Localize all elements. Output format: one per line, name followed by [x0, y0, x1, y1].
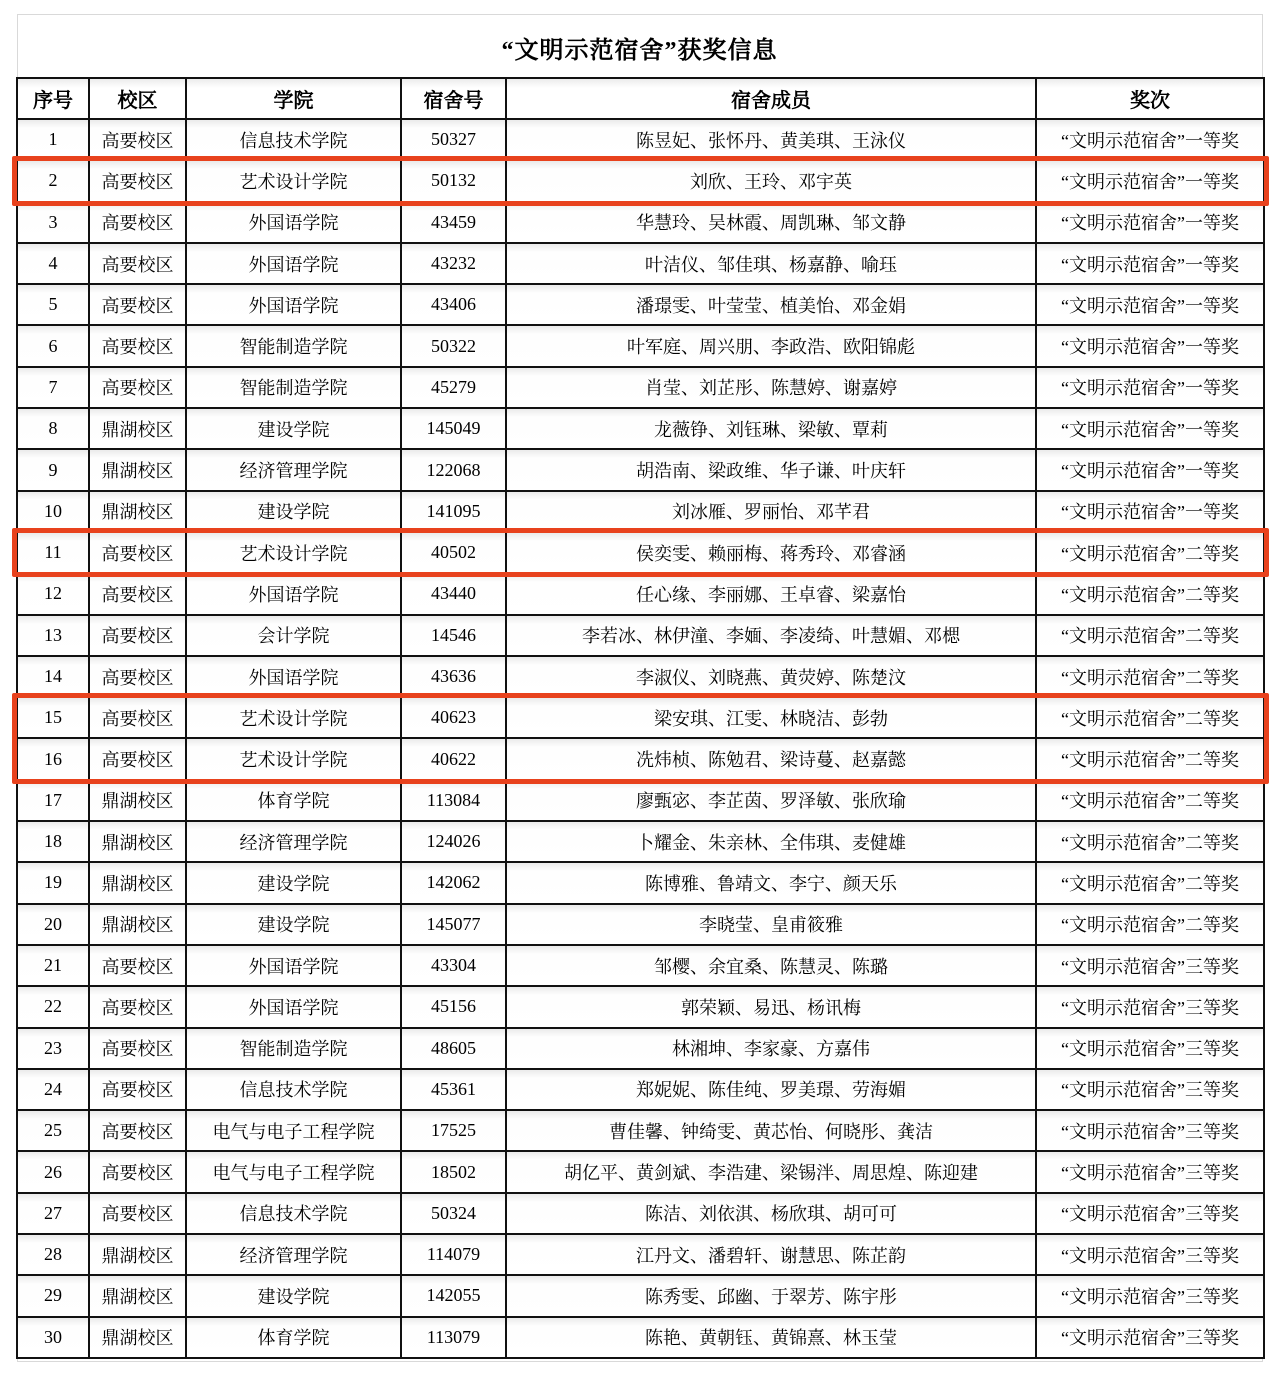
cell-campus: 鼎湖校区 — [89, 862, 186, 903]
cell-members: 曹佳馨、钟绮雯、黄芯怡、何晓彤、龚洁 — [506, 1110, 1036, 1151]
cell-no: 14 — [17, 656, 89, 697]
table-row — [17, 284, 1264, 325]
cell-no: 20 — [17, 904, 89, 945]
cell-members: 陈秀雯、邱幽、于翠芳、陈宇彤 — [506, 1275, 1036, 1316]
cell-members: 廖甄宓、李芷茵、罗泽敏、张欣瑜 — [506, 780, 1036, 821]
cell-members: 梁安琪、江雯、林晓洁、彭勃 — [506, 697, 1036, 738]
cell-members: 叶军庭、周兴朋、李政浩、欧阳锦彪 — [506, 325, 1036, 366]
table-row — [17, 367, 1264, 408]
table-row — [17, 160, 1264, 201]
table-row — [17, 862, 1264, 903]
cell-members: 陈艳、黄朝钰、黄锦熹、林玉莹 — [506, 1317, 1036, 1358]
cell-no: 19 — [17, 862, 89, 903]
table-row — [17, 1193, 1264, 1234]
cell-room: 124026 — [401, 821, 506, 862]
cell-college: 信息技术学院 — [186, 1193, 401, 1234]
cell-room: 43440 — [401, 573, 506, 614]
cell-award: “文明示范宿舍”一等奖 — [1036, 491, 1264, 532]
cell-room: 43304 — [401, 945, 506, 986]
header-row — [17, 78, 1264, 119]
cell-room: 50327 — [401, 119, 506, 160]
cell-award: “文明示范宿舍”三等奖 — [1036, 1110, 1264, 1151]
table-row — [17, 1069, 1264, 1110]
table-row — [17, 1317, 1264, 1358]
cell-no: 30 — [17, 1317, 89, 1358]
cell-no: 27 — [17, 1193, 89, 1234]
cell-no: 21 — [17, 945, 89, 986]
cell-campus: 高要校区 — [89, 119, 186, 160]
table-row — [17, 491, 1264, 532]
col-header-no: 序号 — [17, 78, 89, 119]
cell-members: 陈博雅、鲁靖文、李宁、颜天乐 — [506, 862, 1036, 903]
cell-college: 外国语学院 — [186, 202, 401, 243]
cell-no: 8 — [17, 408, 89, 449]
cell-award: “文明示范宿舍”一等奖 — [1036, 367, 1264, 408]
col-header-award: 奖次 — [1036, 78, 1264, 119]
cell-award: “文明示范宿舍”三等奖 — [1036, 1234, 1264, 1275]
table-row — [17, 408, 1264, 449]
cell-college: 智能制造学院 — [186, 367, 401, 408]
cell-room: 50324 — [401, 1193, 506, 1234]
cell-no: 5 — [17, 284, 89, 325]
cell-members: 陈洁、刘依淇、杨欣琪、胡可可 — [506, 1193, 1036, 1234]
cell-college: 艺术设计学院 — [186, 532, 401, 573]
table-row — [17, 821, 1264, 862]
cell-award: “文明示范宿舍”一等奖 — [1036, 449, 1264, 490]
cell-college: 外国语学院 — [186, 243, 401, 284]
cell-award: “文明示范宿舍”一等奖 — [1036, 119, 1264, 160]
cell-members: 刘冰雁、罗丽怡、邓芊君 — [506, 491, 1036, 532]
cell-no: 7 — [17, 367, 89, 408]
cell-campus: 高要校区 — [89, 573, 186, 614]
cell-room: 17525 — [401, 1110, 506, 1151]
cell-award: “文明示范宿舍”三等奖 — [1036, 1317, 1264, 1358]
cell-no: 22 — [17, 986, 89, 1027]
cell-members: 江丹文、潘碧轩、谢慧思、陈芷韵 — [506, 1234, 1036, 1275]
table-row — [17, 986, 1264, 1027]
cell-members: 郑妮妮、陈佳纯、罗美璟、劳海媚 — [506, 1069, 1036, 1110]
table-row — [17, 449, 1264, 490]
table-row — [17, 1151, 1264, 1192]
cell-members: 胡亿平、黄剑斌、李浩建、梁锡泮、周思煌、陈迎建 — [506, 1151, 1036, 1192]
table-row — [17, 119, 1264, 160]
cell-award: “文明示范宿舍”一等奖 — [1036, 160, 1264, 201]
cell-award: “文明示范宿舍”三等奖 — [1036, 1028, 1264, 1069]
cell-campus: 鼎湖校区 — [89, 1234, 186, 1275]
cell-college: 体育学院 — [186, 780, 401, 821]
cell-college: 建设学院 — [186, 408, 401, 449]
cell-no: 23 — [17, 1028, 89, 1069]
table-row — [17, 573, 1264, 614]
cell-room: 145077 — [401, 904, 506, 945]
table-row — [17, 325, 1264, 366]
cell-campus: 高要校区 — [89, 738, 186, 779]
cell-room: 50322 — [401, 325, 506, 366]
cell-college: 艺术设计学院 — [186, 738, 401, 779]
table-row — [17, 1028, 1264, 1069]
table-row — [17, 202, 1264, 243]
col-header-room: 宿舍号 — [401, 78, 506, 119]
cell-campus: 高要校区 — [89, 325, 186, 366]
cell-college: 经济管理学院 — [186, 821, 401, 862]
cell-no: 17 — [17, 780, 89, 821]
cell-members: 卜耀金、朱亲林、全伟琪、麦健雄 — [506, 821, 1036, 862]
cell-no: 3 — [17, 202, 89, 243]
cell-campus: 高要校区 — [89, 160, 186, 201]
cell-room: 145049 — [401, 408, 506, 449]
cell-college: 智能制造学院 — [186, 325, 401, 366]
cell-room: 142062 — [401, 862, 506, 903]
cell-room: 114079 — [401, 1234, 506, 1275]
cell-award: “文明示范宿舍”二等奖 — [1036, 780, 1264, 821]
cell-campus: 鼎湖校区 — [89, 1317, 186, 1358]
cell-campus: 鼎湖校区 — [89, 780, 186, 821]
cell-college: 信息技术学院 — [186, 119, 401, 160]
cell-room: 43232 — [401, 243, 506, 284]
cell-members: 肖莹、刘芷彤、陈慧婷、谢嘉婷 — [506, 367, 1036, 408]
cell-award: “文明示范宿舍”二等奖 — [1036, 697, 1264, 738]
cell-college: 外国语学院 — [186, 986, 401, 1027]
table-row — [17, 1234, 1264, 1275]
cell-no: 6 — [17, 325, 89, 366]
cell-award: “文明示范宿舍”三等奖 — [1036, 1151, 1264, 1192]
cell-no: 11 — [17, 532, 89, 573]
table-row — [17, 945, 1264, 986]
cell-college: 建设学院 — [186, 862, 401, 903]
cell-college: 电气与电子工程学院 — [186, 1110, 401, 1151]
cell-campus: 鼎湖校区 — [89, 1275, 186, 1316]
cell-campus: 高要校区 — [89, 202, 186, 243]
table-row — [17, 243, 1264, 284]
cell-college: 经济管理学院 — [186, 1234, 401, 1275]
cell-members: 华慧玲、吴林霞、周凯琳、邹文静 — [506, 202, 1036, 243]
cell-college: 外国语学院 — [186, 284, 401, 325]
table-row — [17, 656, 1264, 697]
table-row — [17, 1275, 1264, 1316]
cell-campus: 高要校区 — [89, 1069, 186, 1110]
cell-campus: 高要校区 — [89, 243, 186, 284]
col-header-campus: 校区 — [89, 78, 186, 119]
cell-members: 李若冰、林伊潼、李媔、李凌绮、叶慧媚、邓楒 — [506, 615, 1036, 656]
cell-members: 李淑仪、刘晓燕、黄荧婷、陈楚汶 — [506, 656, 1036, 697]
cell-college: 信息技术学院 — [186, 1069, 401, 1110]
cell-room: 43459 — [401, 202, 506, 243]
cell-college: 外国语学院 — [186, 656, 401, 697]
cell-award: “文明示范宿舍”三等奖 — [1036, 945, 1264, 986]
cell-no: 25 — [17, 1110, 89, 1151]
cell-room: 40623 — [401, 697, 506, 738]
cell-no: 28 — [17, 1234, 89, 1275]
cell-campus: 高要校区 — [89, 697, 186, 738]
cell-award: “文明示范宿舍”三等奖 — [1036, 1069, 1264, 1110]
cell-campus: 高要校区 — [89, 1193, 186, 1234]
cell-award: “文明示范宿舍”三等奖 — [1036, 1275, 1264, 1316]
cell-no: 29 — [17, 1275, 89, 1316]
cell-campus: 鼎湖校区 — [89, 449, 186, 490]
cell-room: 50132 — [401, 160, 506, 201]
cell-no: 26 — [17, 1151, 89, 1192]
cell-members: 邹樱、余宜桑、陈慧灵、陈璐 — [506, 945, 1036, 986]
cell-college: 艺术设计学院 — [186, 160, 401, 201]
cell-members: 任心缘、李丽娜、王卓睿、梁嘉怡 — [506, 573, 1036, 614]
cell-room: 43406 — [401, 284, 506, 325]
cell-campus: 鼎湖校区 — [89, 408, 186, 449]
cell-award: “文明示范宿舍”二等奖 — [1036, 615, 1264, 656]
cell-award: “文明示范宿舍”一等奖 — [1036, 408, 1264, 449]
cell-campus: 高要校区 — [89, 532, 186, 573]
cell-campus: 高要校区 — [89, 367, 186, 408]
cell-award: “文明示范宿舍”二等奖 — [1036, 573, 1264, 614]
cell-members: 冼炜桢、陈勉君、梁诗蔓、赵嘉懿 — [506, 738, 1036, 779]
cell-college: 外国语学院 — [186, 573, 401, 614]
cell-members: 叶洁仪、邹佳琪、杨嘉静、喻珏 — [506, 243, 1036, 284]
cell-room: 40502 — [401, 532, 506, 573]
table-header — [17, 78, 1264, 119]
cell-campus: 高要校区 — [89, 986, 186, 1027]
cell-college: 体育学院 — [186, 1317, 401, 1358]
cell-members: 李晓莹、皇甫筱雅 — [506, 904, 1036, 945]
cell-room: 141095 — [401, 491, 506, 532]
cell-room: 113079 — [401, 1317, 506, 1358]
cell-members: 潘璟雯、叶莹莹、植美怡、邓金娟 — [506, 284, 1036, 325]
col-header-members: 宿舍成员 — [506, 78, 1036, 119]
table-row — [17, 904, 1264, 945]
cell-members: 侯奕雯、赖丽梅、蒋秀玲、邓睿涵 — [506, 532, 1036, 573]
table-row — [17, 780, 1264, 821]
cell-college: 建设学院 — [186, 491, 401, 532]
cell-no: 13 — [17, 615, 89, 656]
cell-college: 建设学院 — [186, 1275, 401, 1316]
table-row — [17, 1110, 1264, 1151]
cell-award: “文明示范宿舍”一等奖 — [1036, 284, 1264, 325]
cell-campus: 鼎湖校区 — [89, 821, 186, 862]
cell-no: 2 — [17, 160, 89, 201]
cell-award: “文明示范宿舍”二等奖 — [1036, 532, 1264, 573]
cell-room: 48605 — [401, 1028, 506, 1069]
cell-campus: 鼎湖校区 — [89, 491, 186, 532]
cell-room: 45361 — [401, 1069, 506, 1110]
cell-campus: 鼎湖校区 — [89, 904, 186, 945]
cell-room: 113084 — [401, 780, 506, 821]
cell-college: 电气与电子工程学院 — [186, 1151, 401, 1192]
cell-college: 艺术设计学院 — [186, 697, 401, 738]
cell-no: 9 — [17, 449, 89, 490]
cell-award: “文明示范宿舍”一等奖 — [1036, 243, 1264, 284]
cell-room: 45279 — [401, 367, 506, 408]
cell-no: 4 — [17, 243, 89, 284]
cell-room: 122068 — [401, 449, 506, 490]
cell-members: 郭荣颖、易迅、杨讯梅 — [506, 986, 1036, 1027]
table-row — [17, 532, 1264, 573]
cell-college: 会计学院 — [186, 615, 401, 656]
cell-no: 1 — [17, 119, 89, 160]
cell-college: 经济管理学院 — [186, 449, 401, 490]
cell-room: 18502 — [401, 1151, 506, 1192]
cell-college: 外国语学院 — [186, 945, 401, 986]
cell-members: 陈昱妃、张怀丹、黄美琪、王泳仪 — [506, 119, 1036, 160]
cell-room: 14546 — [401, 615, 506, 656]
cell-room: 43636 — [401, 656, 506, 697]
cell-award: “文明示范宿舍”二等奖 — [1036, 862, 1264, 903]
cell-award: “文明示范宿舍”二等奖 — [1036, 738, 1264, 779]
award-table — [16, 77, 1265, 1359]
cell-no: 12 — [17, 573, 89, 614]
cell-no: 24 — [17, 1069, 89, 1110]
cell-campus: 高要校区 — [89, 656, 186, 697]
cell-award: “文明示范宿舍”二等奖 — [1036, 904, 1264, 945]
cell-college: 建设学院 — [186, 904, 401, 945]
cell-no: 18 — [17, 821, 89, 862]
cell-campus: 高要校区 — [89, 1110, 186, 1151]
cell-award: “文明示范宿舍”一等奖 — [1036, 202, 1264, 243]
cell-members: 胡浩南、梁政维、华子谦、叶庆轩 — [506, 449, 1036, 490]
cell-college: 智能制造学院 — [186, 1028, 401, 1069]
page-title: “文明示范宿舍”获奖信息 — [501, 38, 778, 64]
table-row — [17, 738, 1264, 779]
cell-members: 龙薇铮、刘钰琳、梁敏、覃莉 — [506, 408, 1036, 449]
table-row — [17, 697, 1264, 738]
cell-room: 142055 — [401, 1275, 506, 1316]
cell-no: 10 — [17, 491, 89, 532]
table-body — [17, 119, 1264, 1358]
cell-campus: 高要校区 — [89, 1151, 186, 1192]
cell-room: 40622 — [401, 738, 506, 779]
cell-room: 45156 — [401, 986, 506, 1027]
col-header-college: 学院 — [186, 78, 401, 119]
cell-campus: 高要校区 — [89, 945, 186, 986]
cell-no: 15 — [17, 697, 89, 738]
cell-campus: 高要校区 — [89, 284, 186, 325]
table-row — [17, 615, 1264, 656]
cell-award: “文明示范宿舍”三等奖 — [1036, 1193, 1264, 1234]
cell-award: “文明示范宿舍”一等奖 — [1036, 325, 1264, 366]
cell-award: “文明示范宿舍”三等奖 — [1036, 986, 1264, 1027]
cell-members: 刘欣、王玲、邓宇英 — [506, 160, 1036, 201]
cell-no: 16 — [17, 738, 89, 779]
cell-award: “文明示范宿舍”二等奖 — [1036, 656, 1264, 697]
cell-members: 林湘坤、李家豪、方嘉伟 — [506, 1028, 1036, 1069]
cell-award: “文明示范宿舍”二等奖 — [1036, 821, 1264, 862]
cell-campus: 高要校区 — [89, 615, 186, 656]
cell-campus: 高要校区 — [89, 1028, 186, 1069]
